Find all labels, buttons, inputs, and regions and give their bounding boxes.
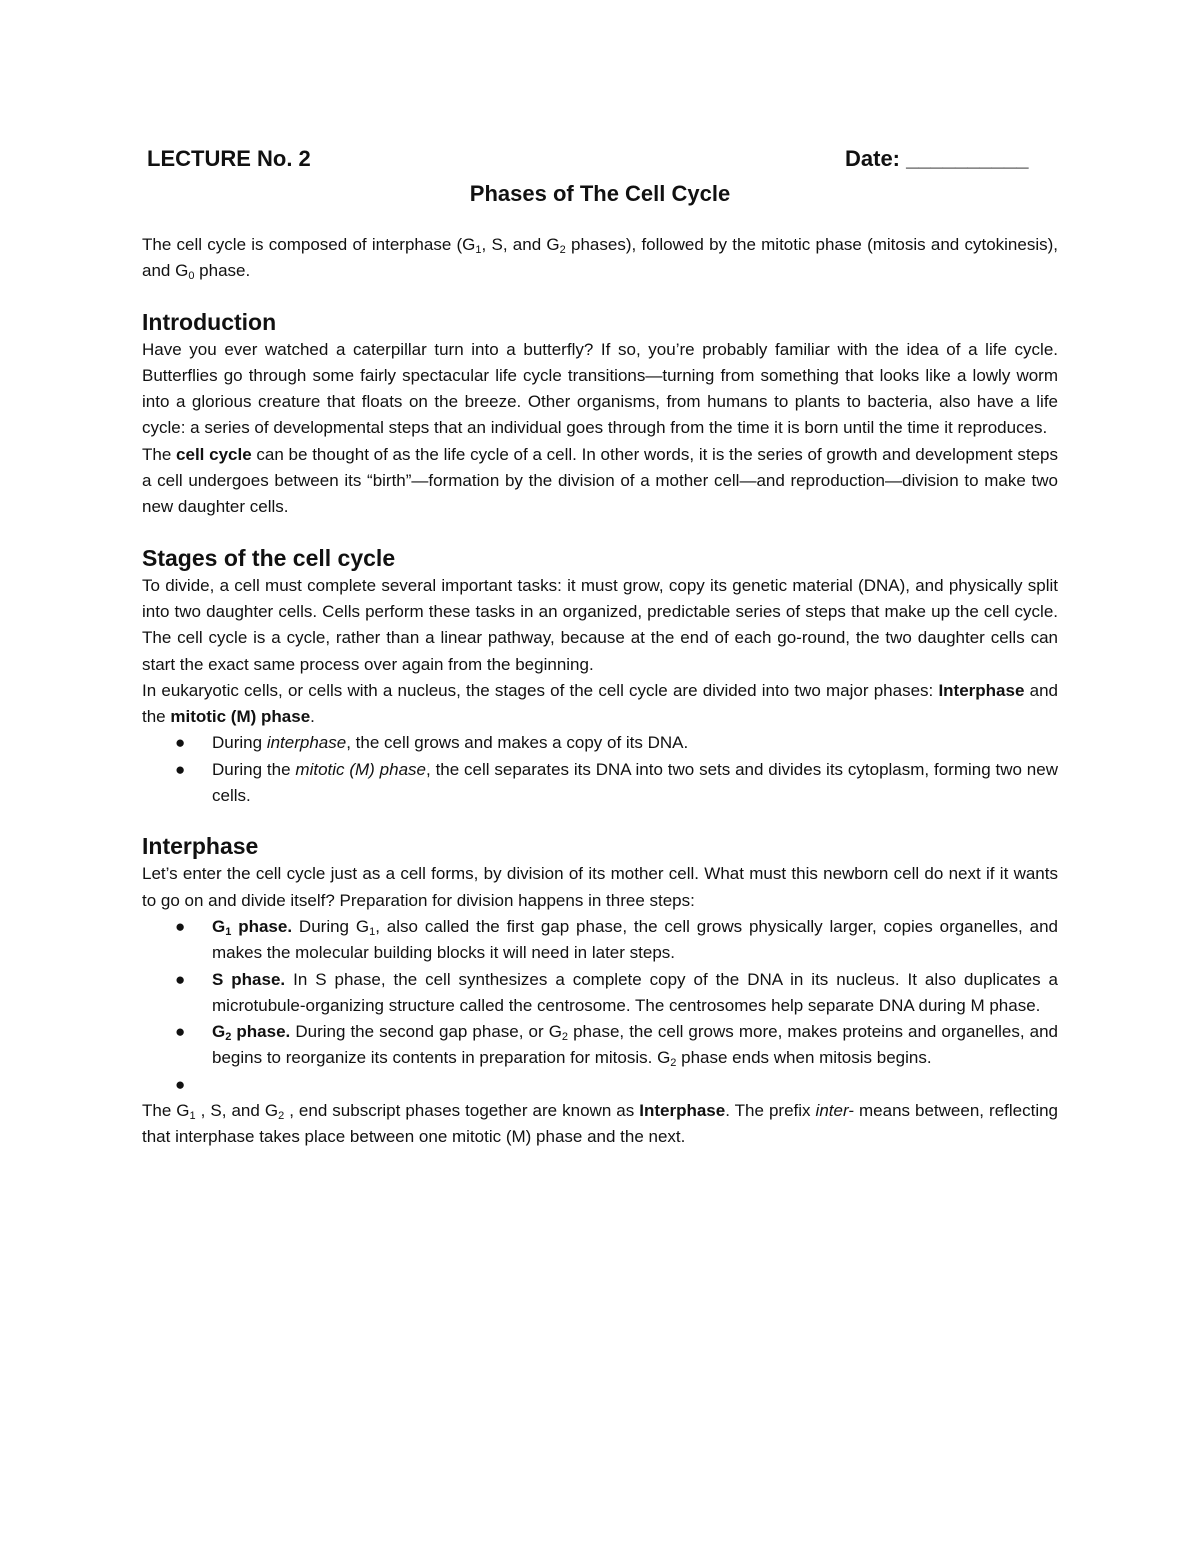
- bullet-icon: ●: [175, 1074, 186, 1094]
- introduction-heading: Introduction: [142, 308, 277, 335]
- introduction-paragraph-1: Have you ever watched a caterpillar turn into a butterfly? If so, you’re probably familiar with the idea of a life cycle. Butterflies go through some fairly spectacular life cycle transitions—turning from something that looks like a lowly worm into a glorious creature that floats on the breeze. Other organisms, from humans to plants to bacteria, also have a life cycle: a series of developmental steps that an individual goes through from the time it is born until the time it reproduces.: [142, 339, 1058, 438]
- list-item: ● S phase. In S phase, the cell synthesizes a complete copy of the DNA in its nucleus. It also duplicates a microtubule-organizing structure called the centrosome. The centrosomes help separate DNA during M phase.: [142, 967, 1058, 1020]
- stages-heading: Stages of the cell cycle: [142, 544, 396, 571]
- interphase-heading: Interphase: [142, 833, 259, 860]
- interphase-intro: Let’s enter the cell cycle just as a cell forms, by division of its mother cell. What must this newborn cell do next if it wants to go on and divide itself? Preparation for division happens in three steps:: [142, 864, 1058, 910]
- stages-paragraph-1: To divide, a cell must complete several important tasks: it must grow, copy its genetic material (DNA), and physically split into two daughter cells. Cells perform these tasks in an organized, predictable series of steps that make up the cell cycle. The cell cycle is a cycle, rather than a linear pathway, because at the end of each go-round, the two daughter cells can start the exact same process over again from the beginning.: [142, 575, 1058, 674]
- list-item: ● $G_2$ phase. During the second gap phase, or $G_2$ phase, the cell grows more, makes proteins and organelles, and begins to reorganize its contents in preparation for mitosis. $G_2$ phase ends when mitosis begins.: [142, 1019, 1058, 1072]
- bullet-icon: ●: [175, 759, 186, 779]
- bullet-icon: ●: [175, 1022, 186, 1042]
- interphase-closing-paragraph: The $G_1$ , S, and $G_2$ , end subscript phases together are known as Interphase. The prefix inter- means between, reflecting that interphase takes place between one mitotic (M) phase and the next.: [142, 1101, 1059, 1147]
- g1-phase-label: $G_1$ phase.: [212, 916, 293, 938]
- mitotic-phase-term: mitotic (M) phase: [170, 707, 311, 727]
- bullet-icon: ●: [175, 733, 186, 753]
- document-header: [142, 140, 1058, 180]
- stages-bullet-list: [142, 730, 1058, 809]
- date-field: Date: __________: [845, 146, 1029, 171]
- stages-paragraph-2: In eukaryotic cells, or cells with a nucleus, the stages of the cell cycle are divided into two major phases: Interphase and the mitotic (M) phase.: [142, 680, 1058, 727]
- interphase-term: Interphase: [938, 680, 1025, 700]
- list-item: ● During interphase, the cell grows and makes a copy of its DNA.: [142, 730, 1058, 756]
- bullet-icon: ●: [175, 969, 186, 989]
- introduction-paragraph-2: The cell cycle can be thought of as the life cycle of a cell. In other words, it is the series of growth and development steps a cell undergoes between its “birth”—formation by the division of a mother cell—and reproduction—division to make two new daughter cells.: [142, 444, 1058, 517]
- cell-cycle-term: cell cycle: [176, 444, 252, 464]
- page-title: Phases of The Cell Cycle: [469, 181, 731, 206]
- interphase-bullet-list: [142, 914, 1058, 1098]
- lecture-number: LECTURE No. 2: [147, 146, 311, 171]
- interphase-term: Interphase: [639, 1101, 726, 1121]
- s-phase-label: S phase.: [212, 969, 286, 989]
- list-item: ● $G_1$ phase. During $G_1$, also called the first gap phase, the cell grows physically larger, copies organelles, and makes the molecular building blocks it will need in later steps.: [142, 914, 1058, 967]
- summary-paragraph: The cell cycle is composed of interphase ($G_1$, S, and $G_2$ phases), followed by the mitotic phase (mitosis and cytokinesis), and $G_0$ phase.: [142, 235, 1058, 283]
- document-page: [142, 140, 1058, 1151]
- list-item: ● During the mitotic (M) phase, the cell separates its DNA into two sets and divides its cytoplasm, forming two new cells.: [142, 757, 1058, 810]
- bullet-icon: ●: [175, 916, 186, 936]
- list-item: [142, 1072, 1058, 1098]
- g2-phase-label: $G_2$ phase.: [212, 1022, 291, 1044]
